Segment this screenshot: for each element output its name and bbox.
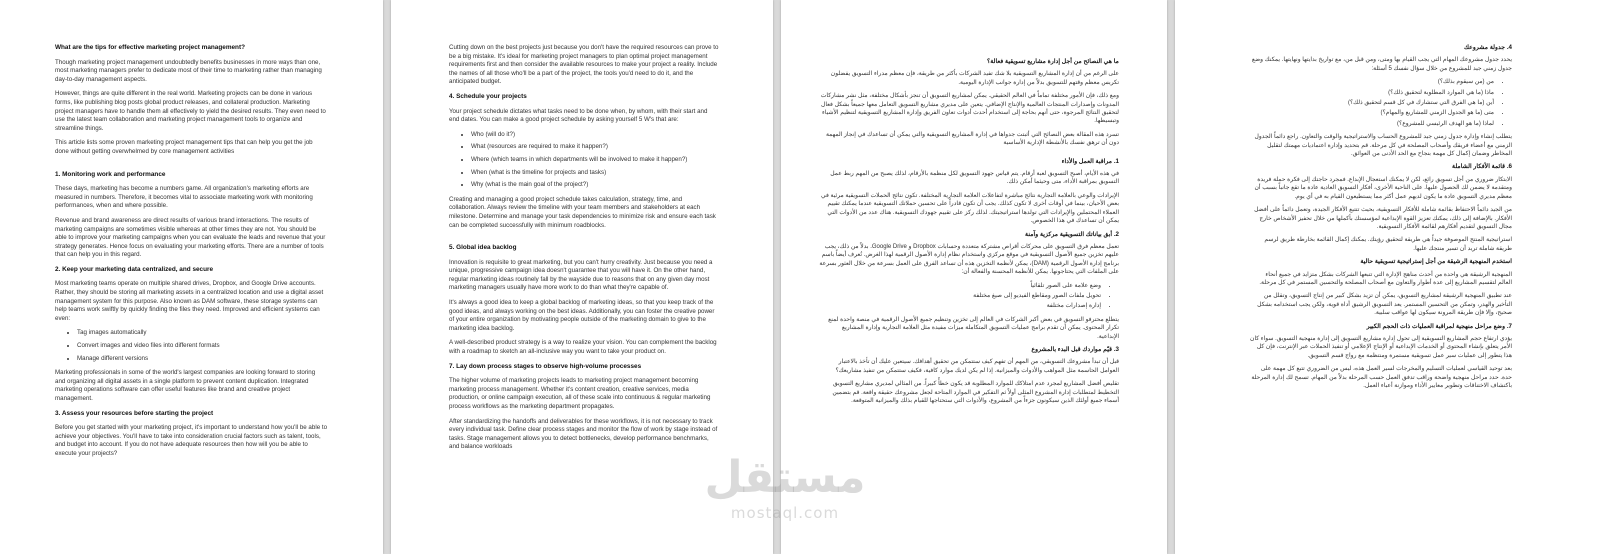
list-item: • Manage different versions <box>77 355 327 364</box>
paragraph: يتطلب إنشاء وإدارة جدول زمني جيد للمشروع الحساب والاستراتيجية والوقت والتعاون. راجع دائماً الجدول الزمني مع أعضاء فريقك وأصحاب المصلحة في كل مرحلة. قم بتحديد وإدارة اعتماديات مهمتك لتقليل المخاطر وضمان إكمال كل مهمة بنجاح مع الحد الأدنى من العوائق. <box>1254 134 1512 158</box>
paragraph: تقليص أفضل المشاريع لمجرد عدم امتلاكك للموارد المطلوبة قد يكون خطأً كبيراً. من المثالي لمديري مشاريع التسويق التخطيط لمتطلبات إدارة المشروع المثلى أولاً ثم التفكير في الموارد المتاحة لجعل مشروعك حقيقة واقعة. قم بتضمين أسماء جميع أولئك الذين سيكونون جزءاً من المشروع، والأدوات التي ستحتاجها للقيام بذلك والميزانية المتوقعة. <box>832 381 1119 404</box>
paragraph: استراتيجية المنتج الموصوفة جيداً هي طريقة لتحقيق رؤيتك. يمكنك إكمال القائمة بخارطة طريق لرسم طريقة شاملة تريد أن تسير منتجك عليها. <box>1264 237 1512 252</box>
heading-schedule: 4. Schedule your projects <box>449 92 527 100</box>
list-item: • Why (what is the main goal of the project?) <box>471 181 719 190</box>
document-page-4 <box>1175 0 1602 554</box>
list-item: • ماذا (ما هي الموارد المطلوبة لتحقيق ذلك؟) <box>1250 89 1494 97</box>
paragraph: Most marketing teams operate on multiple shared drives, Dropbox, and Google Drive accounts. Rather, they should be storing all marketing assets in a centralized location and use a digital asset management system for this purpose. Also known as DAM software, these storage systems can help teams work swiftly by quickly finding the files they need. Improved and efficient systems can even: <box>55 280 324 322</box>
paragraph: Before you get started with your marketing project, it's important to understand how you'll be able to achieve your objectives. You'll have to take into consideration crucial factors such as talent, tools, and budget into account. If you do not have adequate resources then how will you be able to execute your projects? <box>55 424 328 457</box>
watermark-logo <box>690 452 880 522</box>
paragraph: ومع ذلك، فإن الأمور مختلفة تماماً في العالم الحقيقي. يمكن لمشاريع التسويق أن تنجز بأشكال مختلفة، مثل نشر مشاركات المدونات وإصدارات المنتجات العالمية والإنتاج الإضافي. يتعين على مديري مشاريع التسويق التعامل معها جميعاً بشكل فعال لتحقيق النتائج المرجوة، حتى أنهم بحاجة إلى استخدام أحدث أدوات تعاون الفريق وإدارة المشاريع التسويقية لتنظيم الأشياء وتبسيطها. <box>820 93 1119 125</box>
paragraph: Cutting down on the best projects just because you don't have the required resources can prove to be a big mistake. It's ideal for marketing project managers to plan optimal project management requirements first and then consider the available resources to make your project a reality. Include the names of all those who'll be a part of the project, the tools you'd need to do it, and the anticipated budget. <box>449 44 719 86</box>
bullet-list <box>1250 78 1512 128</box>
paragraph: على الرغم من أن إدارة المشاريع التسويقية بلا شك تفيد الشركات بأكثر من طريقة، فإن معظم مدراء التسويق يفضلون تكريس معظم وقتهم للتسويق بدلاً من إدارة جوانب الإدارة اليومية. <box>830 71 1119 86</box>
bullet-list <box>449 131 719 190</box>
heading-assess-resources-ar: 3. قيّم مواردك قبل البدء بالمشروع <box>1031 345 1119 353</box>
list-item: • What (resources are required to make it happen?) <box>471 143 719 152</box>
page-3-content <box>819 58 1119 410</box>
page-gap-3 <box>1167 0 1175 554</box>
paragraph: Innovation is requisite to great marketing, but you can't hurry creativity. Just because you need a unique, progressive campaign idea doesn't guarantee that you will have it. On the other hand, regular marketing ideas routinely fall by the wayside due to reasons that on any given day most marketing managers usually have more work to do than what they're capable of. <box>449 258 713 292</box>
paragraph: A well-described product strategy is a way to realize your vision. You can complement the backlog with a roadmap to sketch an all-inclusive way you want to take your product on. <box>449 339 717 356</box>
heading-idea-list-ar: 6. قائمة الأفكار الشاملة <box>1452 163 1512 171</box>
page-4-content <box>1250 44 1512 395</box>
paragraph: عند تطبيق المنهجية الرشيقة لمشاريع التسويق، يمكن أن تزيد بشكل كبير من إنتاج التسويق، وتقلل من التأخير والهدر، وتمكن من التحسين المستمر. يعد التسويق الرشيق أداة قوية، ولكن يجب استخدامه بشكل صحيح، وإلا فإن طريقة المرونة سيكون لها عواقب سلبية. <box>1257 293 1512 317</box>
list-item: • Convert images and video files into different formats <box>77 342 327 351</box>
page-1-content <box>55 44 327 465</box>
paragraph: المنهجية الرشيقة هي واحدة من أحدث مناهج الإدارة التي تتبعها الشركات بشكل متزايد في جميع أنحاء العالم لتقسيم المشاريع إلى عدة أطوار والتعاون مع أصحاب المصلحة والتحسين المستمر في كل مرحلة. <box>1259 271 1512 286</box>
paragraph: Though marketing project management undoubtedly benefits businesses in more ways than one, most marketing managers prefer to dedicate most of their time to marketing rather than managing day-to-day management aspects. <box>55 58 322 83</box>
list-item: • متى (ما هو الجدول الزمني للمشاريع والمهام؟) <box>1250 109 1494 117</box>
page-2-content <box>449 44 719 458</box>
list-item: • تحويل ملفات الصور ومقاطع الفيديو إلى صيغ مختلفة <box>819 292 1101 300</box>
heading-assess-resources: 3. Assess your resources before starting the project <box>55 409 214 417</box>
paragraph: The higher volume of marketing projects leads to marketing project management becoming marketing process management. Whether it's content creation, creative services, media production, or online campaign execution, all of these scale into continuous & regular marketing process workflows as the marketing department propagates. <box>449 377 711 410</box>
heading-process-stages-ar: 7. وضع مراحل منهجية لمراقبة العمليات ذات الحجم الكبير <box>1366 322 1512 330</box>
paragraph: في هذه الأيام، أصبح التسويق لعبة أرقام. يتم قياس جهود التسويق لكل منظمة بالأرقام، لذلك يصبح من المهم ربط عمل التسويق بمراقبة الأداء، متى وحيثما أمكن ذلك. <box>830 171 1119 186</box>
list-item: • لماذا (ما هو الهدف الرئيسي للمشروع؟) <box>1250 120 1494 128</box>
paragraph: قبل أن تبدأ مشروعك التسويقي، من المهم أن تفهم كيف ستتمكن من تحقيق أهدافك. سيتعين عليك أن تأخذ بالاعتبار العوامل الحاسمة مثل المواهب والأدوات والميزانية. إذا لم يكن لديك موارد كافية، فكيف ستتمكن من تنفيذ مشاريعك؟ <box>835 359 1119 374</box>
heading-agile-ar: استخدم المنهجية الرشيقة من أجل إستراتيجية تسويقية حالية <box>1360 258 1512 266</box>
paragraph: It's always a good idea to keep a global backlog of marketing ideas, so that you keep track of the good ideas, and always working on the best ideas. Additionally, you can foster the creative power of your entire organization by motivating people outside of the marketing domain to give to the marketing idea backlog. <box>449 299 715 332</box>
heading-centralized-data: 2. Keep your marketing data centralized, and secure <box>55 265 214 273</box>
paragraph: Your project schedule dictates what tasks need to be done when, by whom, with their start and end dates. You can make a good project schedule by asking yourself 5 W's that are: <box>449 107 708 124</box>
list-item: • Where (which teams in which departments will be involved to make it happen?) <box>471 156 719 165</box>
bullet-list <box>55 329 327 363</box>
list-item: • When (what is the timeline for projects and tasks) <box>471 169 719 178</box>
list-item: • وضع علامة على الصور تلقائياً <box>819 282 1101 290</box>
heading-idea-backlog: 5. Global idea backlog <box>449 244 517 252</box>
document-page-1 <box>0 0 383 554</box>
list-item: • Who (will do it?) <box>471 131 719 140</box>
paragraph: تسرد هذه المقالة بعض النصائح التي أثبتت جدواها في إدارة المشاريع التسويقية والتي يمكن أن تساعدك في إنجاز المهمة دون أن ترهق نفسك بالأنشطة الإدارية الأساسية <box>825 131 1119 147</box>
paragraph: الإيرادات والوعي بالعلامة التجارية نتائج مباشرة لتفاعلات العلامة التجارية المختلفة. تكون نتائج الحملات التسويقية مرئية في بعض الأحيان، بينما في أوقات أخرى لا تكون كذلك. يجب أن تكون قادراً على تحسين حملاتك التسويقية عندما يمكنك تقييم العملاء المحتملين والإيرادات التي تولدها استراتيجيتك. لذلك ركز على تقييم جهودك التسويقية. هناك عدد من الأدوات التي يمكن أن تساعدك في هذا الخصوص. <box>820 192 1119 225</box>
heading-schedule-ar: 4. جدولة مشروعك <box>1463 44 1512 51</box>
paragraph: الابتكار ضروري من أجل تسويق رائع، لكن لا يمكنك استعجال الإبداع. فمجرد حاجتك إلى فكرة حملة فريدة ومتقدمة لا يضمن لك الحصول عليها. على الناحية الأخرى، أفكار التسويق العادية عادة ما تقع جانباً بسبب أن معظم مديري التسويق عادة ما يكون لديهم عمل أكثر مما يستطيعون القيام به في أي يوم. <box>1254 176 1512 200</box>
paragraph: بعد توحيد القياسي لعمليات التسليم والمخرجات لسير العمل هذه، ليس من الضروري تتبع كل مهمة على حدة. حدد مراحل منهجية واضحة وراقب تدفق العمل حسب المرحلة بدلاً من المهام. تسمح لك إدارة المرحلة باكتشاف الاختناقات وتطوير معايير الأداء وموازنة أعباء العمل. <box>1251 366 1512 389</box>
list-item: • إدارة إصدارات مختلفة <box>819 302 1101 310</box>
paragraph: Creating and managing a good project schedule takes calculation, strategy, time, and collaboration. Always review the timeline with your team members and stakeholders at each milestone. Determine and manage your task dependencies to minimize risk and ensure each task can be completed successfully with minimum roadblocks. <box>449 195 716 229</box>
bullet-list <box>819 282 1119 311</box>
paragraph: يتطلع محترفو التسويق في بعض أكبر الشركات في العالم إلى تخزين وتنظيم جميع الأصول الرقمية في منصة واحدة لمنع تكرار المحتوى. يمكن أن تقدم برامج عمليات التسويق المتكاملة ميزات مفيدة مثل العلامة التجارية وإدارة المشاريع الإبداعية. <box>828 316 1119 340</box>
paragraph: تعمل معظم فرق التسويق على محركات أقراص مشتركة متعددة وحسابات Dropbox و Google Drive. بدلاً من ذلك، يجب عليهم تخزين جميع الأصول التسويقية في موقع مركزي واستخدام نظام إدارة الأصول الرقمية لهذا الغرض. تُعرف أيضاً باسم برنامج إدارة الأصول الرقمية (DAM)، يمكن لأنظمة التخزين هذه أن تساعد الفرق على العمل بسرعة من خلال العثور بسرعة على الملفات التي يحتاجونها. يمكن للأنظمة المحسنة والفعالة أن: <box>819 243 1119 276</box>
watermark-arabic: مستقل <box>704 452 866 503</box>
heading-monitoring: 1. Monitoring work and performance <box>55 170 166 178</box>
heading-centralized-data-ar: 2. أبق بياناتك التسويقية مركزية وآمنة <box>1025 230 1119 238</box>
paragraph: Revenue and brand awareness are direct results of various brand interactions. The results of marketing campaigns are sometimes visible whereas at other times they are not. You should be able to improve your marketing campaigns when you can evaluate the leads and revenue that your strategy generates. Hence focus on evaluating your marketing efforts. There are a number of tools that can help you in this regard. <box>55 216 326 259</box>
paragraph: يؤدي ارتفاع حجم المشاريع التسويقية إلى تحول إدارة مشاريع التسويق إلى إدارة منهجية التسويق. سواء كان الأمر يتعلق بإنشاء المحتوى أو الخدمات الإبداعية أو الإنتاج الإعلامي أو تنفيذ الحملات عبر الإنترنت، فإن كل هذا يتطور إلى عمليات سير عمل تسويقية مستمرة ومنتظمة مع رواج قسم التسويق. <box>1250 335 1512 359</box>
page-gap-1 <box>383 0 391 554</box>
list-item: • Tag images automatically <box>77 329 327 338</box>
heading-tips-ar: ما هي النصائح من أجل إدارة مشاريع تسويقية فعالة؟ <box>986 58 1119 65</box>
list-item: • أين (ما هي الفرق التي ستشارك في كل قسم لتحقيق ذلك؟) <box>1250 99 1494 107</box>
paragraph: يحدد جدول مشروعك المهام التي يجب القيام بها ومتى، ومن قبل من، مع تواريخ بدايتها ونهايتها. يمكنك وضع جدول زمني جيد للمشروع من خلال سؤال نفسك 5 أسئلة: <box>1251 57 1512 72</box>
heading-tips: What are the tips for effective marketing project management? <box>55 44 245 51</box>
paragraph: After standardizing the handoffs and deliverables for these workflows, it is not necessary to track every individual task. Define clear process stages and monitor the flow of work by stage instead of tasks. Stage management allows you to detect bottlenecks, develop performance benchmarks, and balance workloads <box>449 417 718 451</box>
paragraph: These days, marketing has become a numbers game. All organization's marketing efforts are measured in numbers. Therefore, it becomes vital to associate marketing work with monitoring performances, when and where possible. <box>55 185 313 210</box>
paragraph: Marketing professionals in some of the world's largest companies are looking forward to storing and organizing all digital assets in a single platform to prevent content duplication. Integrated marketing operations software can offer useful features like brand and creative project management. <box>55 369 316 402</box>
paragraph: This article lists some proven marketing project management tips that can help you get the job done without getting overwhelmed by core management activities <box>55 139 313 155</box>
heading-process-stages: 7. Lay down process stages to observe high-volume processes <box>449 362 642 370</box>
paragraph: However, things are quite different in the real world. Marketing projects can be done in various forms, like publishing blog posts global product releases, and collateral production. Marketing project managers have to handle them all effectively to yield the desired results. They even need to use the latest team collaboration and marketing project management tools to organize and streamline things. <box>55 90 326 132</box>
watermark-url: mostaql.com <box>730 504 840 522</box>
list-item: • من (من سيقوم بذلك؟) <box>1250 78 1494 86</box>
heading-monitoring-ar: 1. مراقبة العمل والأداء <box>1061 157 1119 165</box>
paragraph: من الجيد دائماً الاحتفاظ بقائمة شاملة للأفكار التسويقية، بحيث تتتبع الأفكار الجيدة، وتعمل دائماً على أفضل الأفكار. بالإضافة إلى ذلك، يمكنك تعزيز القوة الإبداعية لمؤسستك بأكملها من خلال تحفيز الأشخاص خارج مجال التسويق لتقديم أفكارهم لقائمة الأفكار التسويقية. <box>1254 207 1512 230</box>
